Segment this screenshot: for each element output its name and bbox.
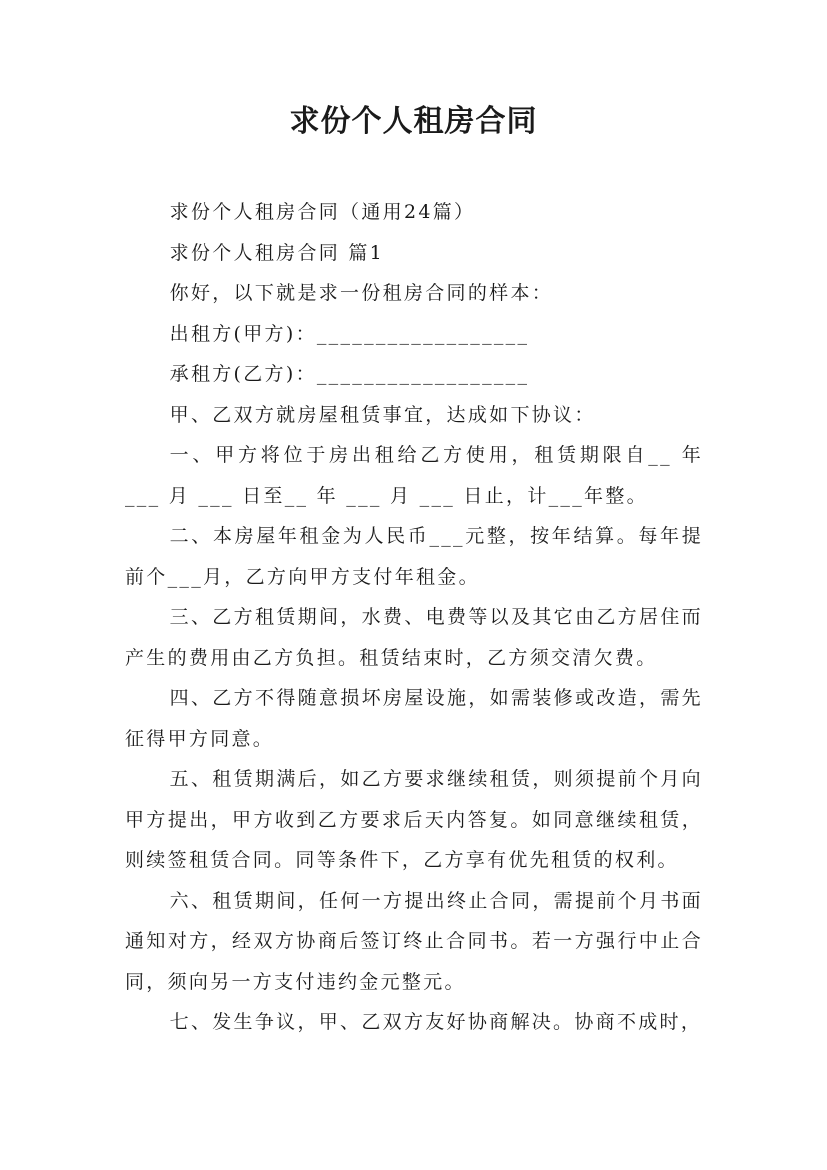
paragraph-clause-1: 一、甲方将位于房出租给乙方使用，租赁期限自__ 年___ 月 ___ 日至__ 年 ___ 月 ___ 日止，计___年整。 — [125, 444, 703, 507]
paragraph-subtitle: 求份个人租房合同（通用24篇） — [169, 201, 476, 223]
document-body — [125, 192, 703, 1043]
paragraph-clause-7: 七、发生争议，甲、乙双方友好协商解决。协商不成时， — [169, 1011, 703, 1033]
paragraph-greeting: 你好，以下就是求一份租房合同的样本： — [169, 282, 554, 304]
paragraph-clause-3: 三、乙方租赁期间，水费、电费等以及其它由乙方居住而产生的费用由乙方负担。租赁结束时，乙方须交清欠费。 — [125, 606, 703, 669]
paragraph-agreement-intro: 甲、乙双方就房屋租赁事宜，达成如下协议： — [169, 403, 596, 426]
paragraph-lessee: 承租方(乙方)：__________________ — [169, 363, 530, 385]
paragraph-clause-6: 六、租赁期间，任何一方提出终止合同，需提前个月书面通知对方，经双方协商后签订终止合同书。若一方强行中止合同，须向另一方支付违约金元整元。 — [125, 889, 703, 993]
paragraph-lessor: 出租方(甲方)：__________________ — [169, 322, 530, 345]
paragraph-clause-4: 四、乙方不得随意损坏房屋设施，如需装修或改造，需先征得甲方同意。 — [125, 687, 703, 750]
document-title: 求份个人租房合同 — [289, 104, 538, 139]
paragraph-section-heading: 求份个人租房合同 篇1 — [169, 241, 385, 264]
paragraph-clause-2: 二、本房屋年租金为人民币___元整，按年结算。每年提前个___月，乙方向甲方支付年租金。 — [125, 525, 703, 588]
paragraph-clause-5: 五、租赁期满后，如乙方要求继续租赁，则须提前个月向甲方提出，甲方收到乙方要求后天内答复。如同意继续租赁，则续签租赁合同。同等条件下，乙方享有优先租赁的权利。 — [125, 768, 703, 871]
